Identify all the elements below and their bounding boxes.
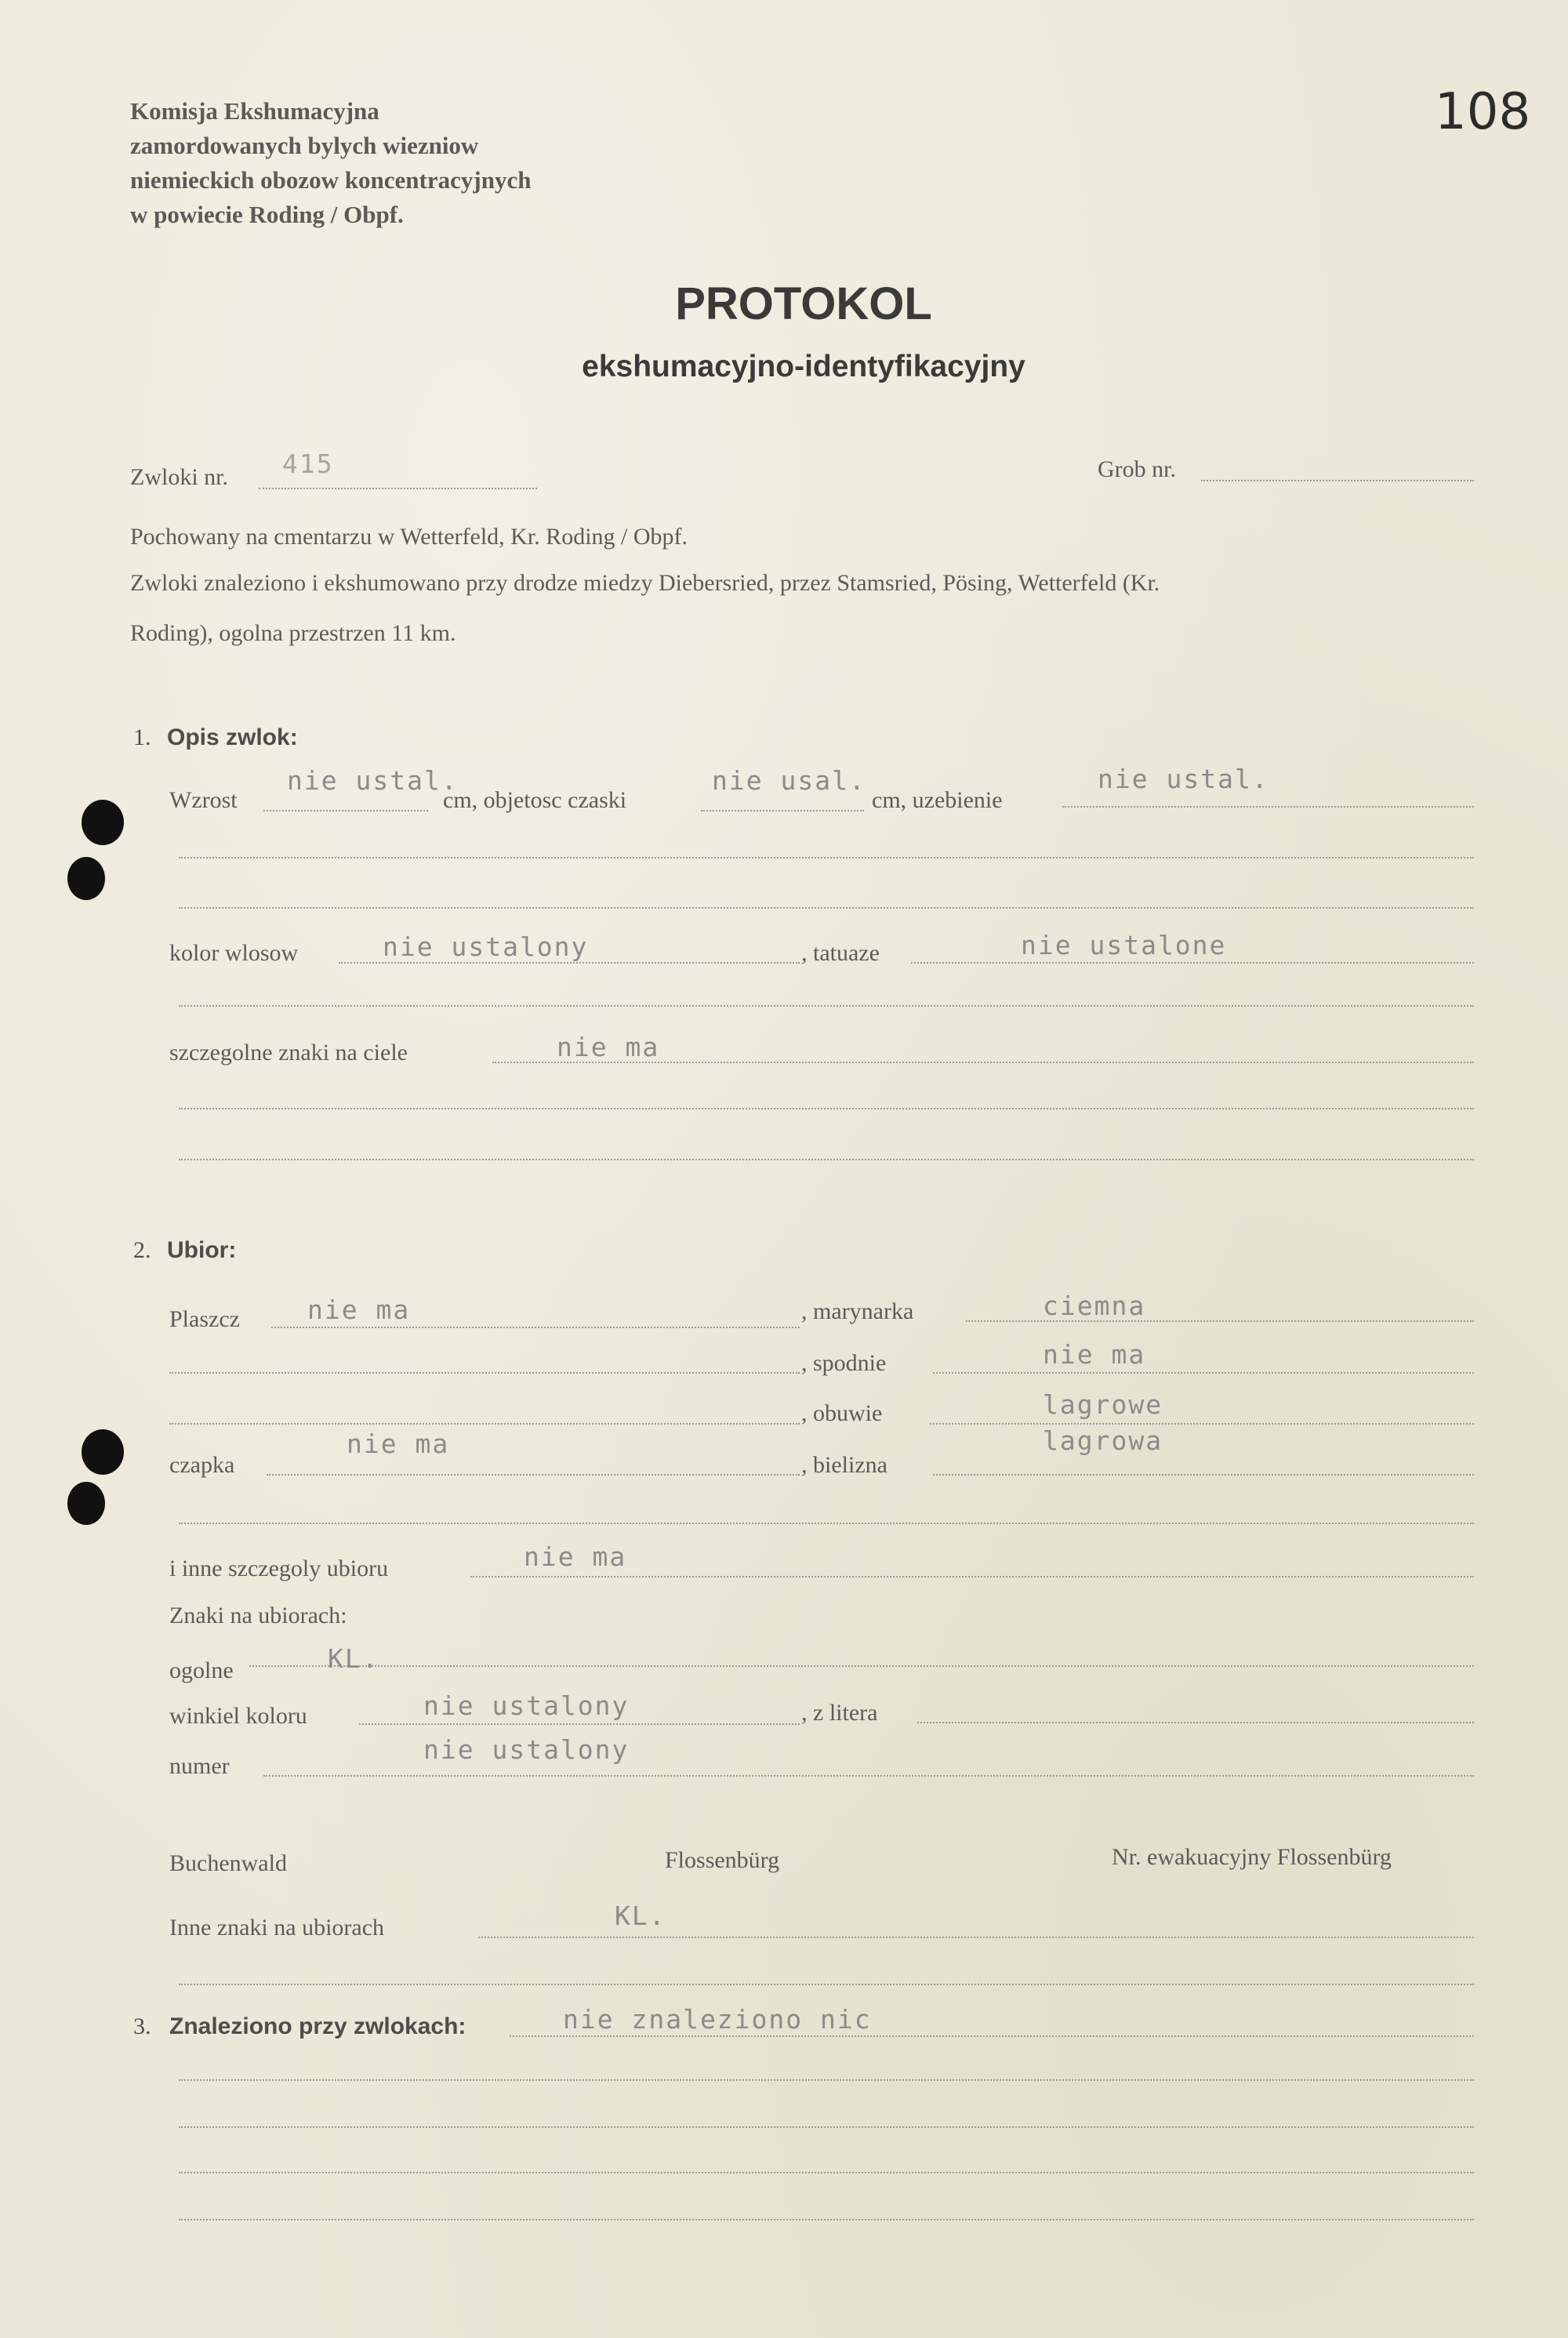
bielizna-line	[933, 1474, 1474, 1476]
inne-znaki-value: KL.	[615, 1901, 666, 1931]
zwloki-line	[259, 488, 537, 489]
burial-text: Pochowany na cmentarzu w Wetterfeld, Kr. Roding / Obpf.	[130, 524, 688, 550]
punch-hole	[67, 857, 105, 900]
found-text-1: Zwloki znaleziono i ekshumowano przy drodze miedzy Diebersried, przez Stamsried, Pösing, Wetterfeld (Kr.	[130, 570, 1160, 596]
cm-uzebienie-label: cm, uzebienie	[872, 787, 1003, 813]
inne-szczegoly-line	[470, 1576, 1474, 1577]
blank-line	[169, 1372, 800, 1374]
czaski-value: nie usal.	[712, 765, 866, 796]
numer-label: numer	[169, 1753, 230, 1779]
page-number: 108	[1435, 83, 1531, 141]
plaszcz-value: nie ma	[307, 1294, 411, 1325]
cm-objetosc-label: cm, objetosc czaski	[443, 787, 627, 813]
spodnie-value: nie ma	[1043, 1339, 1146, 1370]
obuwie-value: lagrowe	[1043, 1389, 1163, 1420]
section-3-title: Znaleziono przy zwlokach:	[169, 2013, 466, 2039]
blank-line	[179, 1159, 1474, 1160]
section-3-line	[510, 2035, 1474, 2037]
ogolne-line	[249, 1665, 1474, 1667]
nr-ewakuacyjny-label: Nr. ewakuacyjny Flossenbürg	[1112, 1844, 1392, 1870]
header-line-2: zamordowanych bylych wiezniow	[130, 132, 479, 159]
blank-line	[169, 1423, 800, 1425]
znaki-ciele-label: szczegolne znaki na ciele	[169, 1040, 408, 1066]
section-3-value: nie znaleziono nic	[563, 2004, 872, 2035]
blank-line	[179, 2079, 1474, 2081]
section-3-number: 3.	[133, 2013, 151, 2039]
inne-szczegoly-value: nie ma	[524, 1541, 627, 1572]
marynarka-value: ciemna	[1043, 1291, 1146, 1321]
tatuaze-value: nie ustalone	[1021, 930, 1227, 960]
found-text-2: Roding), ogolna przestrzen 11 km.	[130, 620, 456, 646]
header-line-3: niemieckich obozow koncentracyjnych	[130, 166, 532, 194]
czapka-line	[267, 1474, 800, 1476]
wzrost-label: Wzrost	[169, 787, 238, 813]
inne-znaki-line	[478, 1937, 1474, 1938]
czaski-line	[701, 810, 864, 811]
punch-hole	[67, 1482, 105, 1525]
spodnie-label: , spodnie	[801, 1350, 887, 1376]
zwloki-value: 415	[282, 448, 334, 479]
plaszcz-label: Plaszcz	[169, 1306, 240, 1332]
section-2-number: 2.	[133, 1237, 151, 1263]
blank-line	[179, 2219, 1474, 2220]
blank-line	[179, 1984, 1474, 1985]
obuwie-line	[930, 1423, 1474, 1425]
blank-line	[179, 1005, 1474, 1007]
punch-hole	[82, 1429, 124, 1475]
ogolne-label: ogolne	[169, 1657, 234, 1683]
header-line-4: w powiecie Roding / Obpf.	[130, 201, 404, 228]
grob-label: Grob nr.	[1098, 456, 1176, 482]
z-litera-label: , z litera	[801, 1700, 878, 1726]
kolor-label: kolor wlosow	[169, 940, 299, 966]
winkiel-label: winkiel koloru	[169, 1703, 307, 1729]
bielizna-label: , bielizna	[801, 1452, 887, 1478]
blank-line	[179, 1523, 1474, 1524]
uzebienie-line	[1062, 806, 1474, 808]
kolor-value: nie ustalony	[383, 931, 589, 962]
blank-line	[179, 2126, 1474, 2128]
numer-line	[263, 1775, 1474, 1777]
znaki-ciele-value: nie ma	[557, 1032, 660, 1062]
section-1-title: Opis zwlok:	[167, 724, 298, 750]
inne-szczegoly-label: i inne szczegoly ubioru	[169, 1556, 389, 1581]
marynarka-label: , marynarka	[801, 1298, 914, 1324]
kolor-line	[339, 962, 800, 964]
punch-hole	[82, 800, 124, 845]
section-2-title: Ubior:	[167, 1237, 237, 1263]
uzebienie-value: nie ustal.	[1098, 764, 1269, 794]
tatuaze-line	[911, 962, 1474, 964]
blank-line	[179, 857, 1474, 859]
header-line-1: Komisja Ekshumacyjna	[130, 97, 379, 125]
blank-line	[179, 907, 1474, 909]
winkiel-line	[359, 1723, 800, 1725]
blank-line	[179, 1108, 1474, 1109]
inne-znaki-label: Inne znaki na ubiorach	[169, 1915, 385, 1940]
ogolne-value: KL.	[328, 1643, 379, 1674]
blank-line	[179, 2172, 1474, 2173]
spodnie-line	[933, 1372, 1474, 1374]
winkiel-value: nie ustalony	[423, 1690, 630, 1721]
bielizna-value: lagrowa	[1043, 1425, 1163, 1456]
grob-line	[1201, 480, 1474, 481]
document-subtitle: ekshumacyjno-identyfikacyjny	[582, 350, 1025, 383]
czapka-value: nie ma	[347, 1429, 450, 1459]
section-1-number: 1.	[133, 724, 151, 750]
czapka-label: czapka	[169, 1452, 235, 1478]
document-title: PROTOKOL	[675, 278, 932, 329]
wzrost-line	[263, 810, 428, 811]
plaszcz-line	[271, 1327, 800, 1328]
tatuaze-label: , tatuaze	[801, 940, 880, 966]
buchenwald-label: Buchenwald	[169, 1850, 287, 1876]
flossenburg-label: Flossenbürg	[665, 1847, 780, 1873]
obuwie-label: , obuwie	[801, 1400, 883, 1426]
numer-value: nie ustalony	[423, 1734, 630, 1765]
zwloki-label: Zwloki nr.	[130, 464, 228, 490]
z-litera-line	[917, 1722, 1474, 1723]
znaki-ubiorach-label: Znaki na ubiorach:	[169, 1603, 347, 1628]
wzrost-value: nie ustal.	[287, 765, 459, 796]
